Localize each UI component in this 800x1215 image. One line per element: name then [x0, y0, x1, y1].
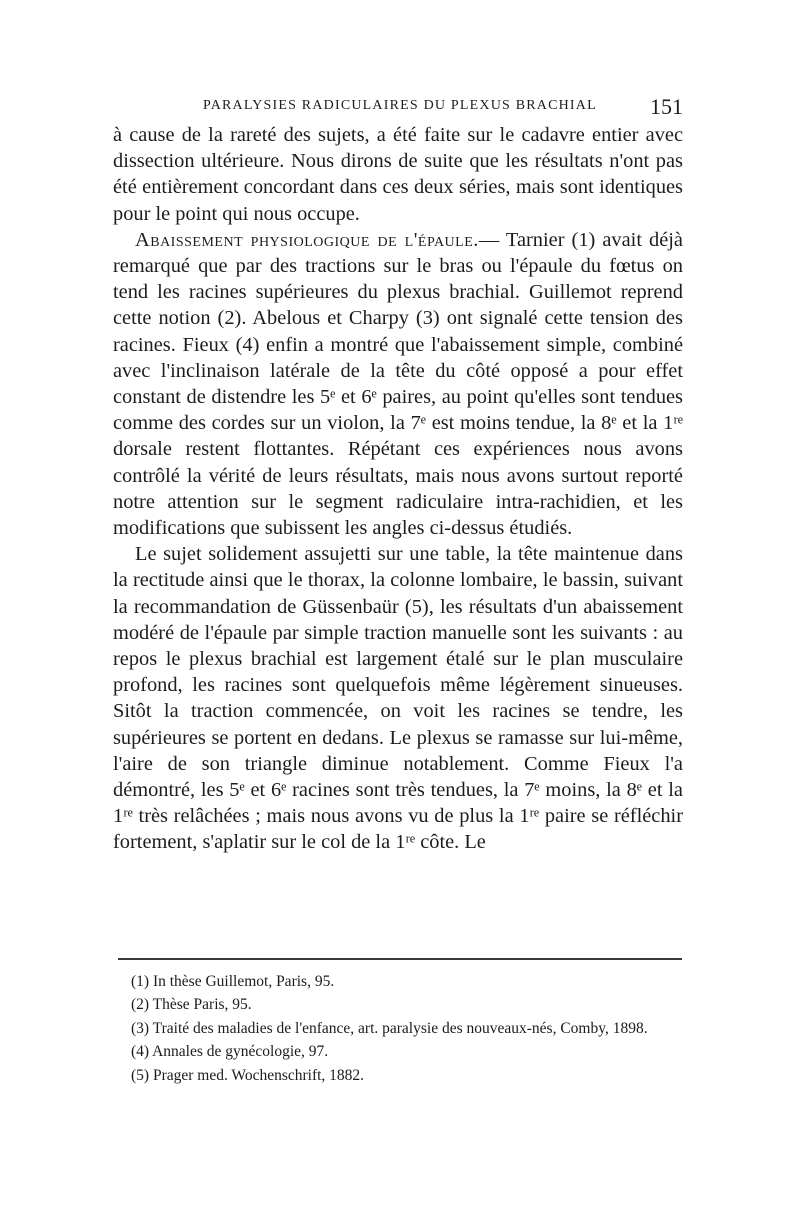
footnote-1: (1) In thèse Guillemot, Paris, 95.	[131, 973, 335, 990]
footnote-2: (2) Thèse Paris, 95.	[131, 996, 252, 1014]
paragraph-2-text: — Tarnier (1) avait déjà remarqué que par des tractions sur le bras ou l'épaule du fœtus on tend les racines supérieures du plexus brachial. Guillemot reprend cette notion (2). Abelous et Charpy (3) ont signalé cette tension des racines. Fieux (4) enfin a montré que l'abaissement simple, combiné avec l'inclinaison latérale de la tête du côté opposé a pour effet constant de distendre les 5ᵉ et 6ᵉ paires, au point qu'elles sont tendues comme des cordes sur un violon, la 7ᵉ est moins tendue, la 8ᵉ et la 1ʳᵉ dorsale restent flottantes. Répétant ces expériences nous avons contrôlé la vérité de leurs résultats, mais nous avons surtout reporté notre attention sur le segment radiculaire intra-rachidien, et les modifications que subissent les angles ci-dessus étudiés.	[113, 228, 683, 540]
body-text	[113, 122, 683, 856]
page-header	[113, 94, 683, 122]
paragraph-1-text: à cause de la rareté des sujets, a été faite sur le cadavre entier avec dissection ultérieure. Nous dirons de suite que les résultats n'ont pas été entièrement concordant dans ces deux séries, mais sont identiques pour le point qui nous occupe.	[113, 124, 683, 225]
footnote-4: (4) Annales de gynécologie, 97.	[131, 1043, 329, 1061]
footnote-3: (3) Traité des maladies de l'enfance, art. paralysie des nouveaux-nés, Comby, 1898.	[131, 1019, 648, 1037]
footnote-5: (5) Prager med. Wochenschrift, 1882.	[131, 1066, 365, 1084]
paragraph-2	[113, 227, 683, 541]
footnote-separator	[118, 958, 682, 960]
paragraph-3-text: Le sujet solidement assujetti sur une table, la tête maintenue dans la rectitude ainsi que le thorax, la colonne lombaire, le bassin, suivant la recommandation de Güssenbaür (5), les résultats d'un abaissement modéré de l'épaule par simple traction manuelle sont les suivants : au repos le plexus brachial est largement étalé sur le plan musculaire profond, les racines sont quelquefois même légèrement sinueuses. Sitôt la traction commencée, on voit les racines se tendre, les supérieures se portent en dedans. Le plexus se ramasse sur lui-même, l'aire de son triangle diminue notablement. Comme Fieux l'a démontré, les 5ᵉ et 6ᵉ racines sont très tendues, la 7ᵉ moins, la 8ᵉ et la 1ʳᵉ très relâchées ; mais nous avons vu de plus la 1ʳᵉ paire se réfléchir fortement, s'aplatir sur le col de la 1ʳᵉ côte. Le	[113, 543, 683, 854]
page-number: 151	[650, 94, 683, 119]
running-title: PARALYSIES RADICULAIRES DU PLEXUS BRACHIAL	[203, 98, 597, 113]
paragraph-3	[113, 541, 683, 855]
section-heading: Abaissement physiologique de l'épaule.	[135, 228, 479, 251]
paragraph-1	[113, 122, 683, 227]
footnotes	[113, 970, 683, 1087]
